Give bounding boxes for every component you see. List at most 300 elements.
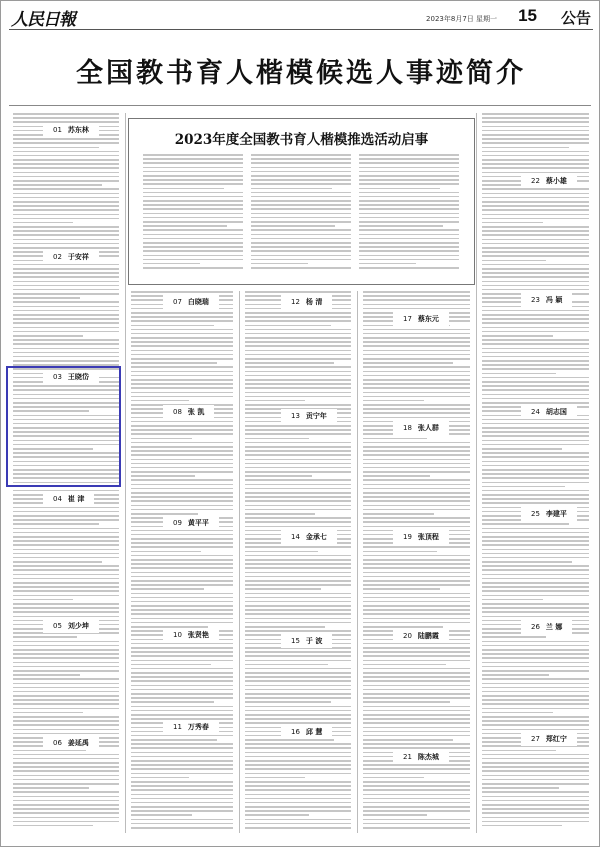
text-line <box>13 733 119 735</box>
text-line <box>482 343 589 345</box>
text-line <box>131 450 233 452</box>
text-line <box>131 760 233 762</box>
text-line <box>245 714 351 716</box>
text-line <box>245 404 351 406</box>
text-line <box>363 706 470 708</box>
text-line <box>363 517 470 519</box>
text-line <box>131 643 233 645</box>
text-line <box>131 743 233 745</box>
text-line <box>131 551 201 553</box>
text-line <box>131 534 233 536</box>
notice-title: 2023年度全国教书育人楷模推选活动启事 <box>174 132 429 148</box>
text-line <box>359 217 459 219</box>
entry-heading: 06 姜延禹 <box>43 736 99 750</box>
text-line <box>482 750 556 752</box>
text-line <box>245 350 351 352</box>
text-line <box>363 714 470 716</box>
text-line <box>363 718 470 720</box>
text-line <box>245 379 351 381</box>
text-line <box>359 267 459 269</box>
text-line <box>482 540 589 542</box>
text-line <box>482 528 589 530</box>
text-line <box>245 622 351 624</box>
text-line <box>13 289 119 291</box>
text-line <box>482 544 589 546</box>
text-line <box>131 505 233 507</box>
text-line <box>245 794 351 796</box>
text-line <box>363 676 470 678</box>
text-line <box>131 806 233 808</box>
text-line <box>131 689 233 691</box>
text-line <box>482 791 589 793</box>
entry-heading: 05 刘少坤 <box>43 619 99 633</box>
text-line <box>13 561 102 563</box>
text-line <box>363 773 470 775</box>
text-line <box>143 196 243 198</box>
text-line <box>251 175 351 177</box>
text-line <box>13 117 119 119</box>
text-line <box>482 147 569 149</box>
text-line <box>13 272 119 274</box>
text-line <box>363 375 470 377</box>
text-line <box>13 138 119 140</box>
text-line <box>13 662 119 664</box>
text-line <box>131 814 192 816</box>
text-line <box>13 193 119 195</box>
text-line <box>482 662 589 664</box>
text-line <box>482 117 589 119</box>
entry-heading: 03 王晓岱 <box>43 370 99 384</box>
text-line <box>143 175 243 177</box>
text-line <box>245 371 351 373</box>
text-line <box>363 513 434 515</box>
text-line <box>245 651 351 653</box>
text-line <box>131 337 233 339</box>
text-line <box>131 538 233 540</box>
text-line <box>245 597 351 599</box>
text-line <box>363 819 470 821</box>
text-line <box>131 484 233 486</box>
text-line <box>363 526 470 528</box>
text-line <box>13 553 119 555</box>
text-line <box>482 197 589 199</box>
text-line <box>131 580 233 582</box>
text-line <box>251 171 351 173</box>
text-line <box>245 676 351 678</box>
text-line <box>13 540 119 542</box>
text-line <box>482 653 589 655</box>
text-line <box>143 250 243 252</box>
text-line <box>363 814 427 816</box>
text-line <box>245 814 309 816</box>
text-line <box>131 433 233 435</box>
text-line <box>143 246 243 248</box>
text-line <box>13 808 119 810</box>
text-line <box>482 754 589 756</box>
text-line <box>482 812 589 814</box>
text-line <box>245 810 351 812</box>
text-line <box>482 482 589 484</box>
text-line <box>131 429 233 431</box>
text-line <box>13 532 119 534</box>
text-line <box>245 827 351 829</box>
text-line <box>482 209 589 211</box>
text-line <box>131 584 233 586</box>
text-line <box>13 515 119 517</box>
text-line <box>131 655 233 657</box>
article-column <box>131 291 233 833</box>
page-headline: 全国教书育人楷模候选人事迹简介 <box>76 58 526 89</box>
entry-heading: 09 黄平平 <box>163 516 219 530</box>
text-line <box>482 239 589 241</box>
text-line <box>482 461 589 463</box>
text-line <box>13 569 119 571</box>
text-line <box>245 325 331 327</box>
text-line <box>363 459 470 461</box>
text-line <box>13 268 119 270</box>
text-line <box>13 796 119 798</box>
text-line <box>482 469 589 471</box>
text-line <box>482 674 549 676</box>
text-line <box>363 412 470 414</box>
text-line <box>482 804 589 806</box>
text-line <box>13 197 119 199</box>
text-line <box>482 385 589 387</box>
text-line <box>482 331 589 333</box>
text-line <box>245 505 351 507</box>
text-line <box>363 588 440 590</box>
text-line <box>13 716 119 718</box>
text-line <box>245 802 351 804</box>
text-line <box>245 743 351 745</box>
text-line <box>131 764 233 766</box>
text-line <box>363 613 470 615</box>
text-line <box>13 565 119 567</box>
text-line <box>245 471 351 473</box>
text-line <box>245 383 351 385</box>
text-line <box>13 657 119 659</box>
text-line <box>251 192 351 194</box>
text-line <box>131 777 189 779</box>
text-line <box>13 607 119 609</box>
text-line <box>131 454 233 456</box>
text-line <box>143 192 243 194</box>
text-line <box>245 446 351 448</box>
text-line <box>13 331 119 333</box>
text-line <box>251 200 351 202</box>
text-line <box>13 649 119 651</box>
text-line <box>13 611 119 613</box>
text-line <box>482 356 589 358</box>
text-line <box>359 238 459 240</box>
text-line <box>245 593 351 595</box>
text-line <box>482 796 589 798</box>
entry-heading: 17 蔡东元 <box>393 312 449 326</box>
text-line <box>245 584 351 586</box>
text-line <box>359 200 459 202</box>
text-line <box>482 762 589 764</box>
text-line <box>13 712 83 714</box>
text-line <box>131 660 233 662</box>
text-line <box>13 163 119 165</box>
text-line <box>482 272 589 274</box>
text-line <box>131 425 233 427</box>
text-line <box>131 710 233 712</box>
text-line <box>245 655 351 657</box>
text-line <box>245 551 318 553</box>
text-line <box>482 214 589 216</box>
entry-heading: 18 张人群 <box>393 421 449 435</box>
text-line <box>482 770 589 772</box>
article-column <box>482 113 589 833</box>
text-line <box>363 467 470 469</box>
text-line <box>245 747 351 749</box>
text-line <box>482 758 589 760</box>
text-line <box>13 616 119 618</box>
text-line <box>245 337 351 339</box>
entry-heading: 27 郑红宁 <box>521 732 577 746</box>
text-line <box>482 167 589 169</box>
text-line <box>482 712 553 714</box>
text-line <box>131 392 233 394</box>
text-line <box>131 446 233 448</box>
text-line <box>131 781 233 783</box>
text-line <box>245 693 351 695</box>
text-line <box>251 179 351 181</box>
text-line <box>13 339 119 341</box>
text-line <box>245 785 351 787</box>
text-line <box>13 218 119 220</box>
text-line <box>482 783 589 785</box>
text-line <box>482 595 589 597</box>
text-line <box>143 204 243 206</box>
text-line <box>131 329 233 331</box>
text-line <box>131 588 204 590</box>
text-line <box>251 242 351 244</box>
text-line <box>13 724 119 726</box>
text-line <box>13 142 119 144</box>
text-line <box>251 154 351 156</box>
text-line <box>363 396 470 398</box>
text-line <box>143 263 200 265</box>
text-line <box>482 825 562 827</box>
text-line <box>13 519 119 521</box>
text-line <box>13 318 119 320</box>
text-line <box>245 291 351 293</box>
entry-heading: 26 兰 娜 <box>521 620 572 634</box>
text-line <box>363 362 453 364</box>
text-line <box>245 316 351 318</box>
text-line <box>363 647 470 649</box>
text-line <box>482 368 589 370</box>
text-line <box>482 251 589 253</box>
text-line <box>482 557 589 559</box>
text-line <box>363 668 470 670</box>
text-line <box>13 356 119 358</box>
text-line <box>245 345 351 347</box>
text-line <box>143 162 243 164</box>
text-line <box>482 159 589 161</box>
text-line <box>13 507 119 509</box>
text-line <box>482 699 589 701</box>
text-line <box>363 521 470 523</box>
text-line <box>363 651 470 653</box>
text-line <box>363 739 453 741</box>
text-line <box>245 781 351 783</box>
text-line <box>251 267 351 269</box>
text-line <box>13 314 119 316</box>
text-line <box>363 337 470 339</box>
text-line <box>245 492 351 494</box>
entry-heading: 10 张贤艳 <box>163 628 219 642</box>
text-line <box>131 333 233 335</box>
text-line <box>245 341 351 343</box>
text-line <box>131 563 233 565</box>
text-line <box>131 341 233 343</box>
text-line <box>359 246 459 248</box>
text-line <box>482 486 565 488</box>
text-line <box>482 817 589 819</box>
text-line <box>482 243 589 245</box>
text-line <box>13 817 119 819</box>
text-line <box>482 561 572 563</box>
page-number: 15 <box>518 6 537 25</box>
text-line <box>131 358 233 360</box>
text-line <box>482 586 589 588</box>
text-line <box>363 479 470 481</box>
text-line <box>13 230 119 232</box>
text-line <box>363 584 470 586</box>
text-line <box>482 377 589 379</box>
text-line <box>13 549 119 551</box>
text-line <box>251 225 335 227</box>
text-line <box>245 701 331 703</box>
text-line <box>13 821 119 823</box>
text-line <box>13 590 119 592</box>
text-line <box>143 171 243 173</box>
text-line <box>13 775 119 777</box>
text-line <box>131 312 233 314</box>
text-line <box>13 544 119 546</box>
newspaper-logo: 人民日報 <box>11 10 75 30</box>
text-line <box>482 121 589 123</box>
text-line <box>131 693 233 695</box>
text-line <box>363 366 470 368</box>
text-line <box>131 467 233 469</box>
text-line <box>245 789 351 791</box>
text-line <box>482 607 589 609</box>
text-line <box>359 259 459 261</box>
text-line <box>482 226 589 228</box>
text-line <box>482 142 589 144</box>
text-line <box>245 722 351 724</box>
text-line <box>13 306 119 308</box>
text-line <box>251 167 351 169</box>
text-line <box>131 350 233 352</box>
text-line <box>363 660 470 662</box>
text-line <box>245 609 351 611</box>
text-line <box>13 276 119 278</box>
text-line <box>143 158 243 160</box>
masthead <box>9 5 593 30</box>
text-line <box>131 500 233 502</box>
text-line <box>143 167 243 169</box>
text-line <box>13 574 119 576</box>
text-line <box>131 479 233 481</box>
text-line <box>143 267 243 269</box>
text-line <box>482 218 589 220</box>
text-line <box>13 322 119 324</box>
text-line <box>245 555 351 557</box>
text-line <box>245 496 351 498</box>
text-line <box>363 559 470 561</box>
text-line <box>363 291 470 293</box>
text-line <box>245 521 351 523</box>
text-line <box>482 444 589 446</box>
entry-heading: 24 胡志国 <box>521 405 577 419</box>
text-line <box>363 471 470 473</box>
text-line <box>245 438 309 440</box>
text-line <box>13 167 119 169</box>
text-line <box>131 701 214 703</box>
text-line <box>482 532 589 534</box>
text-line <box>131 354 233 356</box>
text-line <box>245 358 351 360</box>
entry-heading: 08 张 凯 <box>163 405 214 419</box>
text-line <box>13 800 119 802</box>
text-line <box>143 188 224 190</box>
text-line <box>482 205 589 207</box>
text-line <box>482 151 589 153</box>
text-line <box>131 366 233 368</box>
text-line <box>245 479 351 481</box>
text-line <box>482 724 589 726</box>
text-line <box>359 179 459 181</box>
entry-heading: 02 于安祥 <box>43 250 99 264</box>
text-line <box>363 593 470 595</box>
text-line <box>13 113 119 115</box>
text-line <box>482 670 589 672</box>
text-line <box>13 222 73 224</box>
text-line <box>482 448 562 450</box>
text-line <box>245 567 351 569</box>
text-line <box>363 655 470 657</box>
text-line <box>482 327 589 329</box>
text-line <box>143 242 243 244</box>
text-line <box>482 130 589 132</box>
text-line <box>131 714 233 716</box>
text-line <box>482 800 589 802</box>
text-line <box>131 647 233 649</box>
text-line <box>245 689 351 691</box>
text-line <box>482 691 589 693</box>
text-line <box>251 213 351 215</box>
text-line <box>131 773 233 775</box>
column-divider <box>125 113 126 833</box>
text-line <box>363 371 470 373</box>
text-line <box>143 225 227 227</box>
text-line <box>482 494 589 496</box>
text-line <box>131 496 233 498</box>
text-line <box>359 175 459 177</box>
text-line <box>482 222 543 224</box>
text-line <box>131 375 233 377</box>
text-line <box>359 183 459 185</box>
entry-heading: 01 苏东林 <box>43 123 99 137</box>
text-line <box>13 766 119 768</box>
text-line <box>482 431 589 433</box>
text-line <box>13 783 119 785</box>
